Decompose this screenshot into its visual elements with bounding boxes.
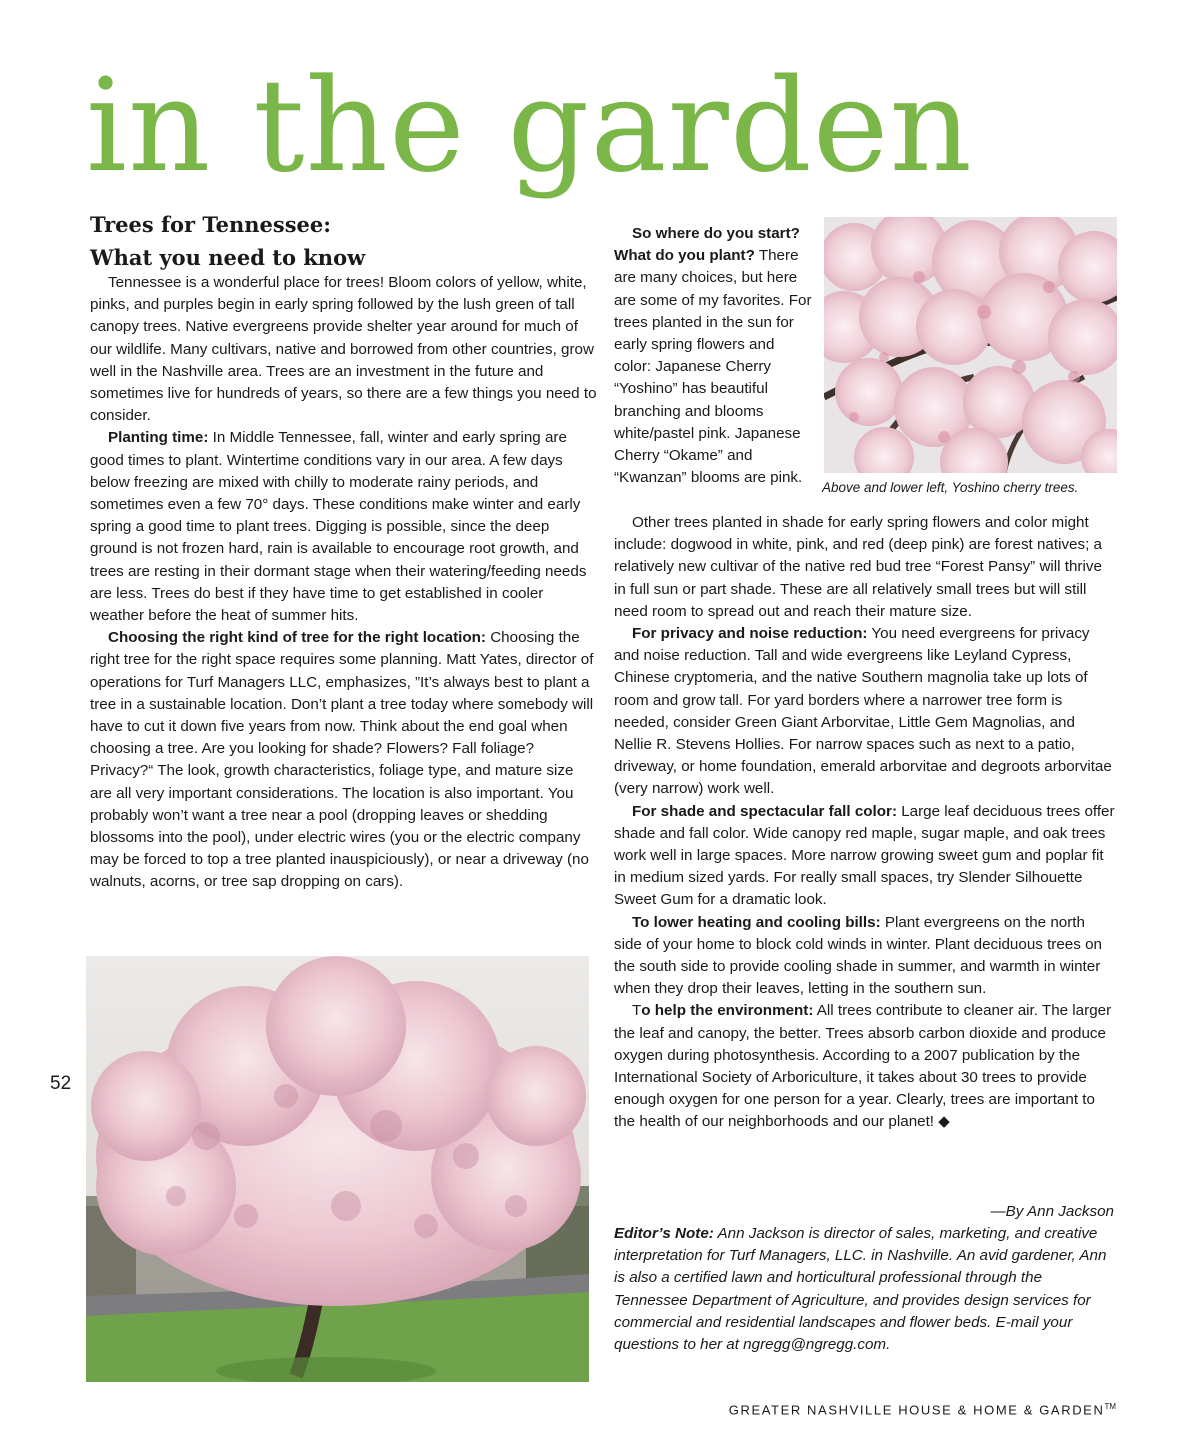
headline-line-1: Trees for Tennessee: (90, 212, 332, 237)
headline-line-2: What you need to know (90, 245, 366, 270)
right-tree-lead: Choosing the right kind of tree for the right location: (108, 629, 486, 647)
environment-paragraph (614, 1000, 1116, 1133)
yoshino-blossom-closeup-photo (824, 217, 1117, 473)
environment-body: All trees contribute to cleaner air. The larger the leaf and canopy, the better. Trees absorb carbon dioxide and produce oxygen during photosynthesis. According to a 2007 publication by the International Society of Arboriculture, it takes about 30 trees to provide enough oxygen for one person for a year. Clearly, trees are important to the health of our neighborhoods and our planet! ◆ (614, 1002, 1112, 1131)
article-headline (90, 208, 600, 274)
where-to-start-lead: So where do you start? What do you plant? (614, 225, 800, 265)
narrow-column (614, 223, 814, 489)
page-number: 52 (50, 1073, 72, 1094)
right-column (614, 512, 1116, 1134)
yoshino-cherry-tree-photo (86, 956, 589, 1382)
fall-color-paragraph (614, 801, 1116, 912)
intro-paragraph: Tennessee is a wonderful place for trees! Bloom colors of yellow, white, pinks, and purples begin in early spring followed by the lush green of tall canopy trees. Native evergreens provide shelter year around for much of our wildlife. Many cultivars, native and borrowed from other countries, grow well in the Nashville area. Trees are an investment in the future and sometimes live for hundreds of years, so there are a few things you need to consider. (90, 274, 597, 425)
fall-color-body: Large leaf deciduous trees offer shade and fall color. Wide canopy red maple, sugar maple, and oak trees work well in large spaces. More narrow growing sweet gum and poplar fit in medium sized yards. For really small spaces, try Slender Silhouette Sweet Gum for a dramatic look. (614, 802, 1115, 909)
where-to-start-body: There are many choices, but here are some of my favorites. For trees planted in the sun for early spring flowers and color: Japanese Cherry “Yoshino” has beautiful branching and blooms white/pastel pink. Japanese Cherry “Okame” and “Kwanzan” blooms are pink. (614, 247, 812, 487)
right-tree-body: Choosing the right tree for the right space requires some planning. Matt Yates, director of operations for Turf Managers LLC, emphasizes, ”It’s always best to plant a tree in a sustainable location. Don’t plant a tree today where somebody will have to cut it down five years from now. Think about the end goal when choosing a tree. Are you looking for shade? Flowers? Fall foliage? Privacy?“ The look, growth characteristics, foliage type, and mature size are all very important considerations. The location is also important. You probably won’t want a tree near a pool (dropping leaves or shedding blossoms into the pool), under electric wires (you or the electric company may be forced to top a tree planted inauspiciously), or near a driveway (no walnuts, acorns, or tree sap dropping on cars). (90, 629, 594, 891)
shade-trees-paragraph: Other trees planted in shade for early spring flowers and color might include: dogwood in white, pink, and red (deep pink) are forest natives; a relatively new cultivar of the native red bud tree “Forest Pansy” will thrive in full sun or part shade. These are all relatively small trees but will still need room to spread out and reach their mature size. (614, 514, 1102, 620)
heating-cooling-lead: To lower heating and cooling bills: (632, 913, 881, 931)
privacy-body: You need evergreens for privacy and noise reduction. Tall and wide evergreens like Leyland Cypress, Chinese cryptomeria, and the native Southern magnolia take up lots of room and grow tall. For yard borders where a narrower tree form is needed, consider Green Giant Arborvitae, Little Gem Magnolias, and Nellie R. Stevens Hollies. For narrow spaces such as next to a patio, driveway, or home foundation, emerald arborvitae and degroots arborvitae (very narrow) work well. (614, 625, 1112, 798)
right-tree-paragraph (90, 627, 598, 893)
photo-caption: Above and lower left, Yoshino cherry trees. (822, 480, 1079, 495)
footer-trademark: TM (1104, 1402, 1116, 1411)
magazine-footer (706, 1402, 1116, 1417)
environment-lead: o help the environment: (641, 1002, 814, 1020)
footer-title: GREATER NASHVILLE HOUSE & HOME & GARDEN (728, 1402, 1105, 1418)
left-column (90, 272, 598, 894)
heating-cooling-paragraph (614, 912, 1116, 1001)
where-to-start-paragraph (614, 223, 814, 489)
editor-note-lead: Editor’s Note: (614, 1225, 714, 1242)
privacy-lead: For privacy and noise reduction: (632, 625, 868, 643)
fall-color-lead: For shade and spectacular fall color: (632, 802, 898, 820)
privacy-paragraph (614, 623, 1116, 801)
planting-time-body: In Middle Tennessee, fall, winter and early spring are good times to plant. Wintertime conditions vary in our area. A few days below freezing are mixed with chilly to moderate rainy periods, and sometimes even a few 70° days. These conditions make winter and early spring a good time to plant trees. Digging is possible, since the deep ground is not frozen hard, rain is available to encourage root growth, and trees are resting in their dormant stage when their watering/feeding needs are less. Trees do best if they have time to get established in cooler weather before the heat of summer hits. (90, 429, 587, 625)
editor-note (614, 1223, 1114, 1356)
heating-cooling-body: Plant evergreens on the north side of your home to block cold winds in winter. Plant deciduous trees on the south side to provide cooling shade in summer, and warmth in winter when they drop their leaves, letting in the southern sun. (614, 913, 1102, 998)
planting-time-paragraph (90, 427, 598, 627)
planting-time-lead: Planting time: (108, 429, 209, 447)
environment-lead-letter: T (632, 1002, 642, 1020)
section-banner-title: in the garden (86, 52, 973, 201)
editor-note-body: Ann Jackson is director of sales, marketing, and creative interpretation for Turf Managers, LLC. in Nashville. An avid gardener, Ann is also a certified lawn and horticultural professional through the Tennessee Department of Agriculture, and provides design services for commercial and residential landscapes and flower beds. E-mail your questions to her at ngregg@ngregg.com. (614, 1225, 1107, 1354)
author-byline: —By Ann Jackson (990, 1203, 1114, 1220)
